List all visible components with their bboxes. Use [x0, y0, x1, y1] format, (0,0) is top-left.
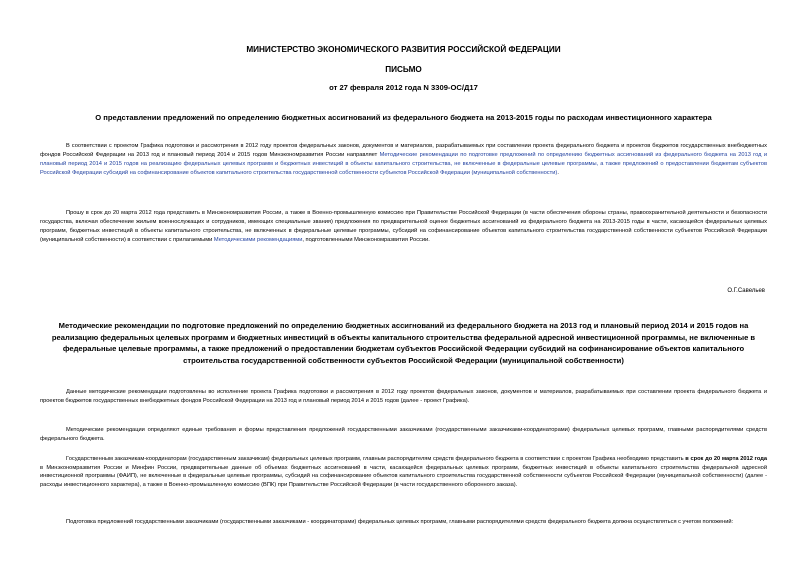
- attachment-paragraph-3: [40, 455, 767, 490]
- signature: О.Г.Савельев: [727, 288, 765, 294]
- attachment-p2-text: Методические рекомендации определяют единые требования и формы представления предложений государственными заказчиками (государственными заказчиками-координаторами) федеральных целевых программ, главными распорядителями средств федерального бюджета.: [40, 427, 767, 442]
- letter-subject: О представлении предложений по определению бюджетных ассигнований из федерального бюджета на 2013-2015 годы по расходам инвестиционного характера: [95, 113, 712, 122]
- attachment-paragraph-1: [40, 388, 767, 405]
- letter-p2-text: Прошу в срок до 20 марта 2012 года представить в Минэкономразвития России, а также в Военно-промышленную комиссию при Правительстве Российской Федерации (в части обеспечения обороны страны, правоохранительной деятельности и безопасности государства, включая обеспечение жильем военнослужащих и сотрудников, имеющих специальные звания) предложения по предварительной оценке бюджетных ассигнований из федерального бюджета на 2013-2015 годы в части, касающейся федеральных целевых программ, бюджетных инвестиций в объекты капитального строительства, не включенных в федеральные целевые программы, субсидий на софинансирование объектов капитального строительства государственной собственности субъектов Российской Федерации (муниципальной собственности) в соответствии с прилагаемыми: [40, 210, 767, 243]
- letter-paragraph-1: [40, 142, 767, 178]
- attachment-paragraph-4: [40, 518, 767, 527]
- letter-p1-end: .: [557, 169, 559, 176]
- attachment-p4-text: Подготовка предложений государственными заказчиками (государственными заказчиками - координаторами) федеральных целевых программ, главными распорядителями средств федерального бюджета должна осуществляться с учетом положений:: [66, 519, 734, 525]
- letter-paragraph-2: [40, 209, 767, 245]
- letter-p1-text: В соответствии с проектом Графика подготовки и рассмотрения в 2012 году проектов федеральных законов, документов и материалов, разрабатываемых при составлении проекта федерального бюджета и проектов бюджетов государственных внебюджетных фондов Российской Федерации на 2013 год и плановый период 2014 и 2015 годов Минэкономразвития России направляет: [40, 143, 767, 158]
- doc-type-heading: ПИСЬМО: [385, 65, 422, 74]
- ministry-heading: МИНИСТЕРСТВО ЭКОНОМИЧЕСКОГО РАЗВИТИЯ РОССИЙСКОЙ ФЕДЕРАЦИИ: [246, 45, 561, 54]
- doc-date-heading: от 27 февраля 2012 года N 3309-ОС/Д17: [329, 83, 478, 92]
- attachment-p1-text: Данные методические рекомендации подготовлены во исполнение проекта Графика подготовки и рассмотрения в 2012 году проектов федеральных законов, документов и материалов, разрабатываемых при составлении проекта федерального бюджета и проектов бюджетов государственных внебюджетных фондов Российской Федерации на 2013 год и плановый период 2014 и 2015 годов (далее - проект Графика).: [40, 389, 767, 404]
- methodical-recommendations-link[interactable]: Методические рекомендации по подготовке предложений по определению бюджетных ассигнований из федерального бюджета на 2013 год и плановый период 2014 и 2015 годов на реализацию федеральных целевых программ и бюджетных инвестиций в объекты капитального строительства, не включенные в федеральные целевые программы, а также предложений о предоставлении бюджетам субъектов Российской Федерации субсидий на софинансирование объектов капитального строительства государственной собственности субъектов Российской Федерации (муниципальной собственности): [40, 151, 767, 176]
- deadline-bold: в срок до 20 марта 2012 года: [685, 456, 768, 462]
- attachment-title: Методические рекомендации по подготовке предложений по определению бюджетных ассигнований из федерального бюджета на 2013 год и плановый период 2014 и 2015 годов на реализацию федеральных целевых программ и бюджетных инвестиций в объекты капитального строительства федеральной адресной инвестиционной программы, не включенные в федеральные целевые программы, а также предложений о предоставлении бюджетам субъектов Российской Федерации субсидий на софинансирование объектов капитального строительства государственной собственности субъектов Российской Федерации (муниципальной собственности): [51, 321, 756, 365]
- attachment-paragraph-2: [40, 426, 767, 443]
- methodical-recommendations-link-2[interactable]: Методическими рекомендациями: [213, 236, 303, 243]
- letter-p2-end: , подготовленными Минэкономразвития России.: [302, 236, 430, 243]
- attachment-p3-text: Государственным заказчикам-координаторам (государственным заказчикам) федеральных целевых программ, главным распорядителям средств федерального бюджета в соответствии с проектом Графика необходимо представить: [66, 456, 686, 462]
- attachment-p3-rest: в Минэкономразвития России и Минфин России, предварительные данные об объемах бюджетных ассигнований в части, касающейся федеральных целевых программ, бюджетных инвестиций в объекты капитального строительства федеральной адресной инвестиционной программы (ФАИП), не включенные в федеральные целевые программы, субсидий на софинансирование объектов капитального строительства государственной собственности субъектов Российской Федерации (муниципальной собственности) (далее - расходы инвестиционного характера), а также в Военно-промышленную комиссию (ВПК) при Правительстве Российской Федерации (в части государственного оборонного заказа).: [40, 464, 767, 489]
